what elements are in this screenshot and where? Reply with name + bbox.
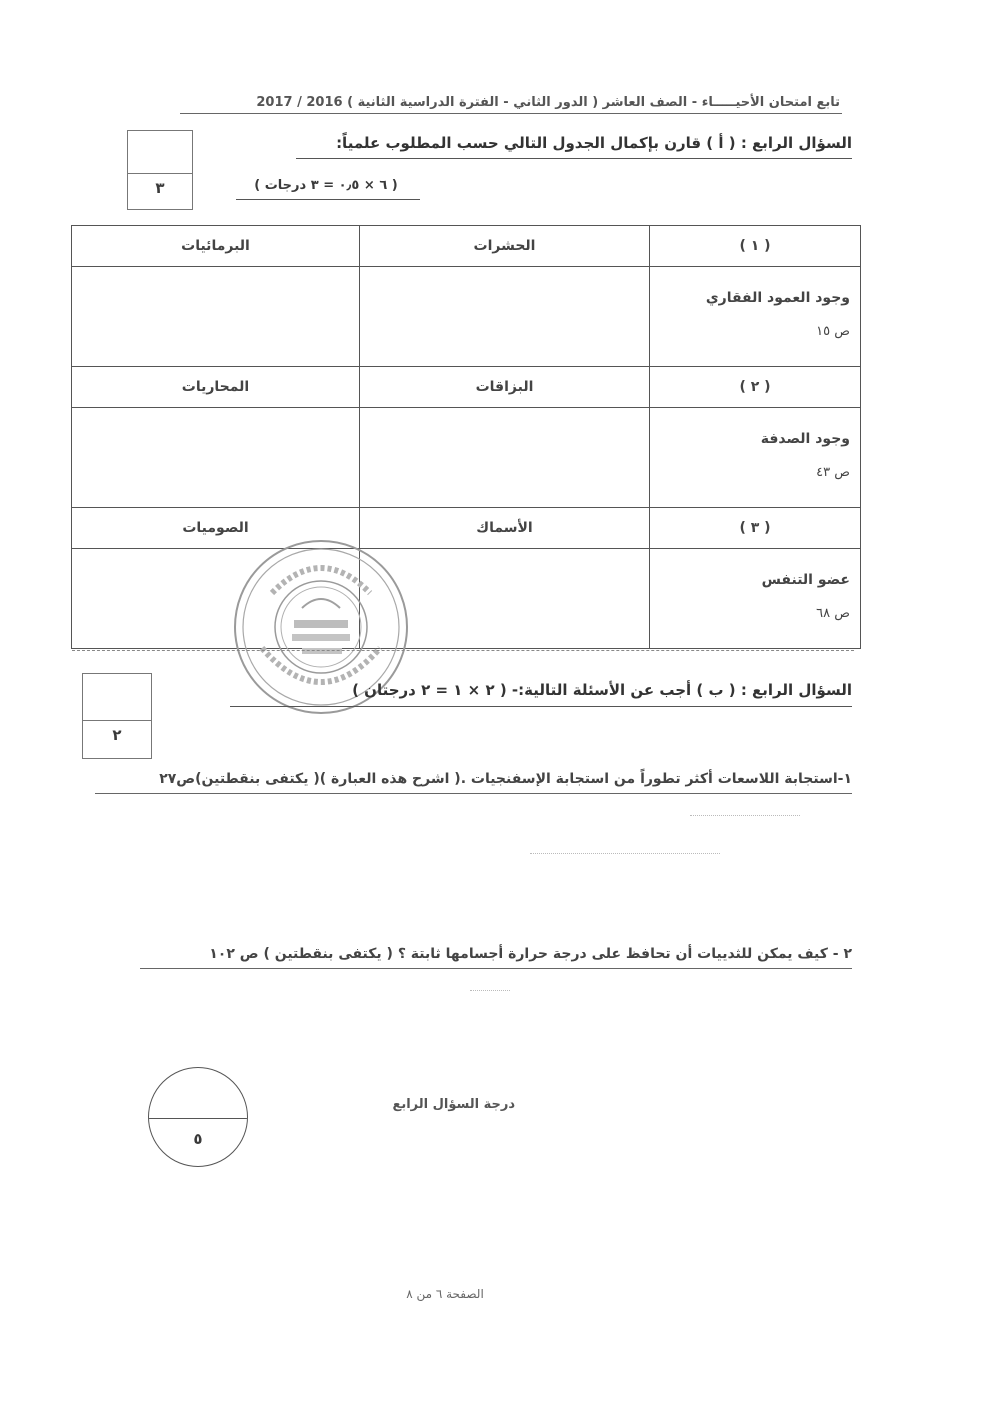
compare-column-2: البرمائيات xyxy=(72,226,360,267)
question-4-total-label: درجة السؤال الرابع xyxy=(392,1097,515,1112)
answer-cell[interactable] xyxy=(360,267,650,367)
header-underline xyxy=(180,113,842,114)
answer-cell[interactable] xyxy=(360,408,650,508)
table-row-header xyxy=(72,508,861,549)
row-number: ( ١ ) xyxy=(650,226,861,267)
question-2-text: ٢ - كيف يمكن للثدييات أن تحافظ على درجة حرارة أجسامها ثابتة ؟ ( يكتفى بنقطتين ) ص ١٠٢ xyxy=(209,946,852,962)
feature-cell xyxy=(650,408,861,508)
row-number: ( ٣ ) xyxy=(650,508,861,549)
question-4b-score-box[interactable] xyxy=(82,673,152,759)
feature-label: وجود الصدفة xyxy=(760,431,850,447)
compare-column-2: المحاريات xyxy=(72,367,360,408)
compare-column-2: الصوميات xyxy=(72,508,360,549)
question-4a-marks-underline xyxy=(236,199,420,200)
score-total: ٥ xyxy=(193,1130,203,1148)
question-2-underline xyxy=(140,968,852,969)
compare-column-1: الحشرات xyxy=(360,226,650,267)
question-4a-title: السؤال الرابع : ( أ ) قارن بإكمال الجدول التالي حسب المطلوب علمياً: xyxy=(336,134,852,152)
section-separator xyxy=(72,650,854,651)
feature-label: عضو التنفس xyxy=(761,572,850,588)
feature-cell xyxy=(650,267,861,367)
answer-line[interactable] xyxy=(530,853,720,855)
question-1-underline xyxy=(95,793,852,794)
table-row xyxy=(72,408,861,508)
row-number: ( ٢ ) xyxy=(650,367,861,408)
question-4b-underline xyxy=(230,706,852,707)
score-total: ٣ xyxy=(155,179,165,197)
answer-line[interactable] xyxy=(690,815,800,817)
page-reference: ص ٤٣ xyxy=(816,465,850,480)
score-divider xyxy=(149,1118,247,1119)
feature-cell xyxy=(650,549,861,649)
page-reference: ص ١٥ xyxy=(816,324,850,339)
answer-cell[interactable] xyxy=(72,408,360,508)
table-row xyxy=(72,267,861,367)
table-row xyxy=(72,549,861,649)
question-4a-underline xyxy=(296,158,852,159)
table-row-header xyxy=(72,367,861,408)
score-divider xyxy=(128,173,192,174)
question-4a-score-box[interactable] xyxy=(127,130,193,210)
question-1-text: ١-استجابة اللاسعات أكثر تطوراً من استجابة الإسفنجيات .( اشرح هذه العبارة )( يكتفى بنقطتين)ص٢٧ xyxy=(159,771,852,787)
compare-column-1: البزاقات xyxy=(360,367,650,408)
score-divider xyxy=(83,720,151,721)
score-total: ٢ xyxy=(112,726,122,744)
table-row-header xyxy=(72,226,861,267)
compare-column-1: الأسماك xyxy=(360,508,650,549)
page-reference: ص ٦٨ xyxy=(816,606,850,621)
page-number: الصفحة ٦ من ٨ xyxy=(406,1287,484,1301)
question-4b-title: السؤال الرابع : ( ب ) أجب عن الأسئلة التالية:- ( ٢ × ١ = ٢ درجتان ) xyxy=(352,681,852,699)
answer-cell[interactable] xyxy=(72,267,360,367)
feature-label: وجود العمود الفقاري xyxy=(705,290,850,306)
question-4a-marks: ( ٦ × ٠٫٥ = ٣ درجات ) xyxy=(254,178,398,193)
total-score-circle[interactable] xyxy=(148,1067,248,1167)
comparison-table xyxy=(71,225,861,649)
exam-header: تابع امتحان الأحيـــــاء - الصف العاشر ( الدور الثاني - الفترة الدراسية الثانية ) 2016 / 2017 xyxy=(256,95,840,110)
answer-line[interactable] xyxy=(470,990,510,992)
